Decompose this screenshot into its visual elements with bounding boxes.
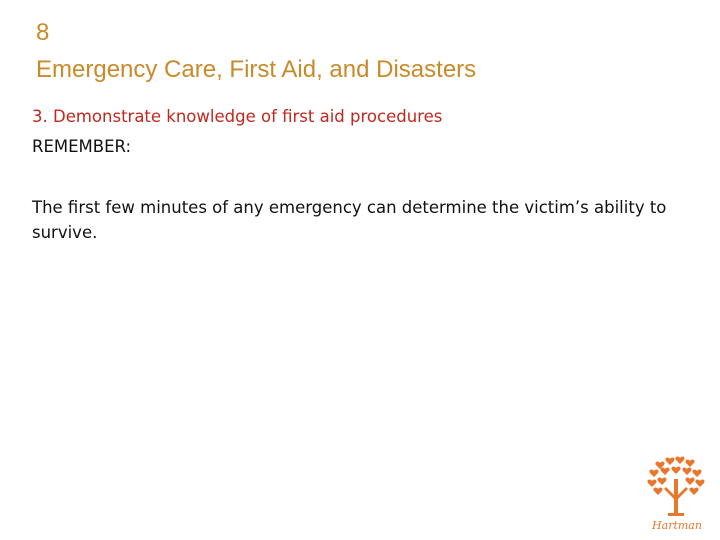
logo-text: Hartman <box>652 519 702 532</box>
body-text: The first few minutes of any emergency can determine the victim’s ability to survive. <box>32 198 667 242</box>
learning-objective: 3. Demonstrate knowledge of first aid procedures <box>32 107 443 126</box>
chapter-title: Emergency Care, First Aid, and Disasters <box>36 56 477 83</box>
heart-tree-icon <box>640 455 714 533</box>
hartman-logo <box>640 455 714 533</box>
chapter-number: 8 <box>36 19 50 46</box>
remember-label: REMEMBER: <box>32 137 132 156</box>
